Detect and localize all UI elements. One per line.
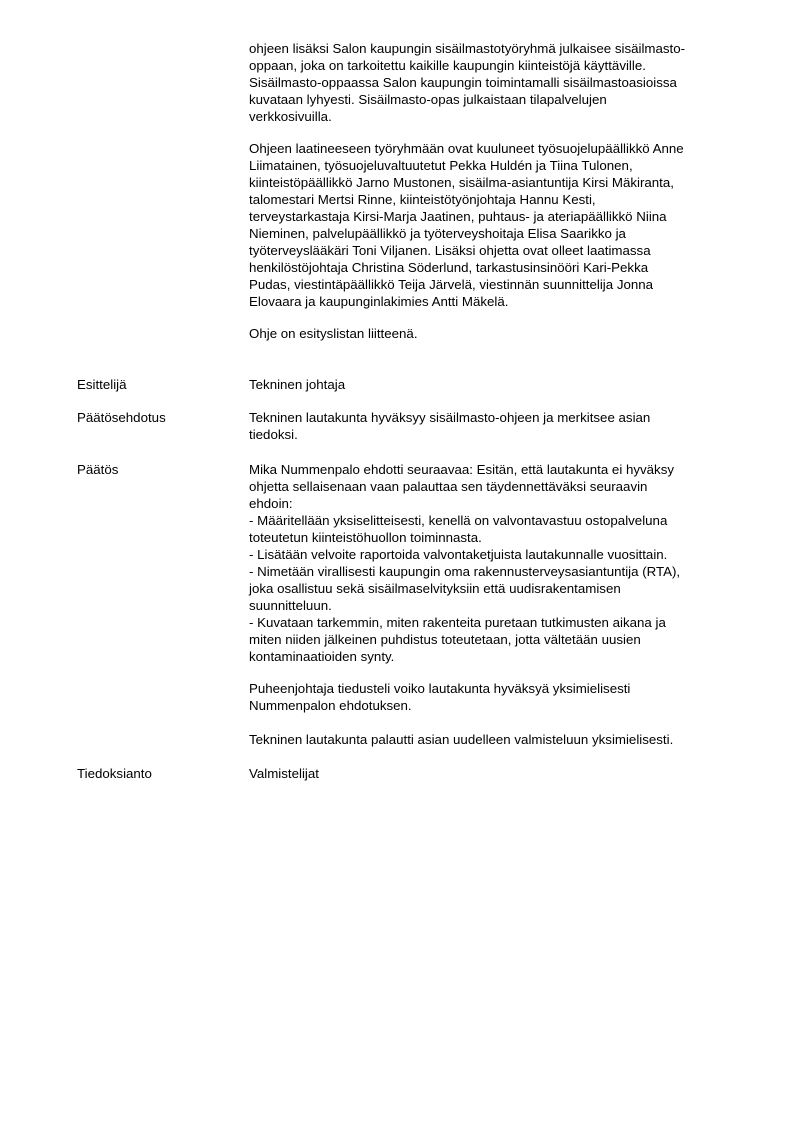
working-group-line: henkilöstöjohtaja Christina Söderlund, tarkastusinsinööri Kari-Pekka (249, 260, 649, 275)
attachment-note (249, 325, 734, 342)
paatosehdotus-label: Päätösehdotus (77, 410, 166, 425)
paatos-proposal-line: - Lisätään velvoite raportoida valvontaketjuista lautakunnalle vuosittain. (249, 547, 668, 562)
working-group-line: Pudas, viestintäpäällikkö Teija Järvelä, viestinnän suunnittelija Jonna (249, 277, 654, 292)
esittelija-label: Esittelijä (77, 377, 127, 392)
tiedoksianto-value-text: Valmistelijat (249, 766, 319, 781)
paatos-chair-question (249, 680, 734, 714)
paatos-label: Päätös (77, 462, 119, 477)
paatos-proposal-line: kontaminaatioiden synty. (249, 649, 395, 664)
paatos-decision (249, 731, 734, 748)
paatosehdotus-line: tiedoksi. (249, 427, 298, 442)
paatos-proposal-line: Mika Nummenpalo ehdotti seuraavaa: Esitän, että lautakunta ei hyväksy (249, 462, 674, 477)
tiedoksianto-value (249, 765, 734, 782)
working-group-line: talomestari Mertsi Rinne, kiinteistötyönjohtaja Hannu Kesti, (249, 192, 596, 207)
working-group-line: kiinteistöpäällikkö Jarno Mustonen, sisäilma-asiantuntija Kirsi Mäkiranta, (249, 175, 674, 190)
paatos-proposal-line: - Kuvataan tarkemmin, miten rakenteita puretaan tutkimusten aikana ja (249, 615, 666, 630)
intro-line: verkkosivuilla. (249, 109, 332, 124)
paatos-proposal-line: suunnitteluun. (249, 598, 332, 613)
intro-line: oppaan, joka on tarkoitettu kaikille kaupungin kiinteistöjä käyttäville. (249, 58, 646, 73)
intro-line: Sisäilmasto-oppaassa Salon kaupungin toimintamalli sisäilmastoasioissa (249, 75, 677, 90)
attachment-note-text: Ohje on esityslistan liitteenä. (249, 326, 418, 341)
working-group-line: terveystarkastaja Kirsi-Marja Jaatinen, puhtaus- ja ateriapäällikkö Niina (249, 209, 667, 224)
working-group-line: Liimatainen, työsuojeluvaltuutetut Pekka Huldén ja Tiina Tulonen, (249, 158, 633, 173)
paatos-chair-line: Puheenjohtaja tiedusteli voiko lautakunta hyväksyä yksimielisesti (249, 681, 631, 696)
paatos-proposal (249, 461, 734, 665)
working-group-line: työterveyslääkäri Toni Viljanen. Lisäksi ohjetta ovat olleet laatimassa (249, 243, 651, 258)
paatos-chair-line: Nummenpalon ehdotuksen. (249, 698, 412, 713)
working-group-line: Nieminen, palvelupäällikkö ja työterveyshoitaja Elisa Saarikko ja (249, 226, 626, 241)
paatos-proposal-line: ohjetta sellaisenaan vaan palauttaa sen täydennettäväksi seuraavin (249, 479, 648, 494)
paatos-proposal-line: - Nimetään virallisesti kaupungin oma rakennusterveysasiantuntija (RTA), (249, 564, 681, 579)
paatos-proposal-line: ehdoin: (249, 496, 293, 511)
paatos-proposal-line: toteutetun kiinteistöhuollon toiminnasta. (249, 530, 482, 545)
esittelija-value-text: Tekninen johtaja (249, 377, 346, 392)
working-group-paragraph (249, 140, 734, 310)
paatos-decision-line: Tekninen lautakunta palautti asian uudelleen valmisteluun yksimielisesti. (249, 732, 674, 747)
paatosehdotus-value (249, 409, 734, 443)
intro-line: kuvataan lyhyesti. Sisäilmasto-opas julkaistaan tilapalvelujen (249, 92, 607, 107)
tiedoksianto-label: Tiedoksianto (77, 766, 152, 781)
paatosehdotus-line: Tekninen lautakunta hyväksyy sisäilmasto-ohjeen ja merkitsee asian (249, 410, 651, 425)
paatos-proposal-line: miten niiden jälkeinen puhdistus toteutetaan, jotta vältetään uusien (249, 632, 641, 647)
intro-paragraph (249, 40, 734, 125)
esittelija-value (249, 376, 734, 393)
paatos-proposal-line: - Määritellään yksiselitteisesti, kenellä on valvontavastuu ostopalveluna (249, 513, 668, 528)
working-group-line: Ohjeen laatineeseen työryhmään ovat kuuluneet työsuojelupäällikkö Anne (249, 141, 684, 156)
intro-line: ohjeen lisäksi Salon kaupungin sisäilmastotyöryhmä julkaisee sisäilmasto- (249, 41, 686, 56)
paatos-proposal-line: joka osallistuu sekä sisäilmaselvityksiin että uudisrakentamisen (249, 581, 621, 596)
working-group-line: Elovaara ja kaupunginlakimies Antti Mäkelä. (249, 294, 509, 309)
